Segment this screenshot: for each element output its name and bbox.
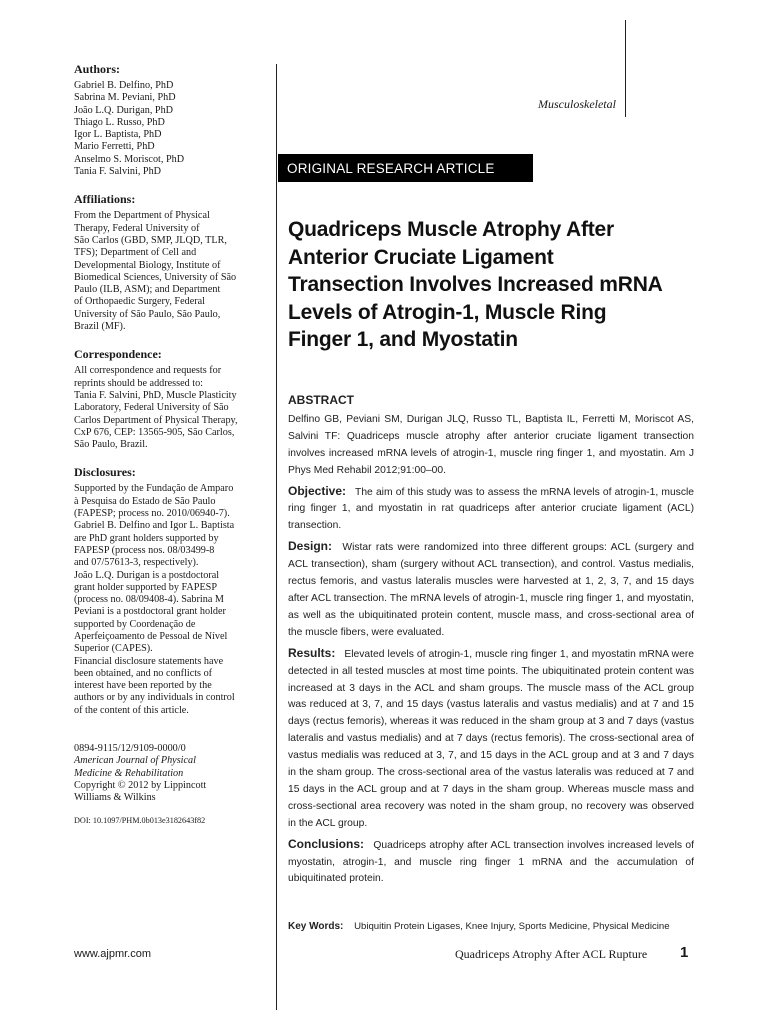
section-label: Musculoskeletal [538, 97, 616, 111]
authors-heading: Authors: [74, 62, 121, 76]
conclusions-label: Conclusions: [288, 836, 365, 851]
author-name: Sabrina M. Peviani, PhD [74, 92, 176, 104]
copyright: Williams & Wilkins [74, 792, 156, 804]
disclosures-heading: Disclosures: [74, 465, 136, 480]
correspondence-line: Tania F. Salvini, PhD, Muscle Plasticity [74, 389, 237, 401]
article-title [288, 216, 708, 354]
correspondence-line: Laboratory, Federal University of São [74, 402, 229, 414]
objective-text: The aim of this study was to assess the mRNA levels of atrogin-1, muscle ring finger 1, and myostatin in rat quadriceps after anterior cruciate ligament (ACL) transection. [288, 486, 694, 532]
abstract-objective [288, 483, 694, 536]
affiliation-line: University of São Paulo, São Paulo, [74, 308, 221, 320]
sidebar [74, 62, 258, 840]
title-line: Finger 1, and Myostatin [288, 328, 518, 352]
results-text: Elevated levels of atrogin-1, muscle ring finger 1, and myostatin mRNA were detected in all tested muscles at most time points. The ubiquitinated protein content was increased at 3 days in the ACL and sham groups. The muscle mass of the ACL group was reduced at 3, 7, and 15 days (vastus lateralis and vastus medialis) and at 7 and 15 days (rectus femoris), whereas it was reduced in the sham group at 3 and 7 days (vastus lateralis and vastus medialis) and at 7 days (rectus femoris). The cross-sectional area of vastus medialis was reduced at 3, 7, and 15 days in the ACL group and at 3 and 7 days in the sham group. The cross-sectional area of the vastus lateralis was reduced at 7 and 15 days in the ACL group and at 7 days in the sham group. Whereas muscle mass and cross-sectional area recovery was noted in the sham group, no recovery was observed in the ACL group. [288, 648, 694, 829]
affiliation-line: Therapy, Federal University of [74, 222, 200, 234]
disclosure-line: interest have been reported by the [74, 680, 212, 692]
title-line: Anterior Cruciate Ligament [288, 245, 554, 269]
disclosure-line: are PhD grant holders supported by [74, 532, 219, 544]
abstract [288, 392, 694, 891]
abstract-heading: ABSTRACT [288, 393, 354, 407]
abstract-design [288, 538, 694, 641]
author-name: Gabriel B. Delfino, PhD [74, 80, 174, 91]
correspondence-line: CxP 676, CEP: 13565-905, São Carlos, [74, 426, 235, 438]
disclosure-line: João L.Q. Durigan is a postdoctoral [74, 569, 220, 581]
disclosure-line: Financial disclosure statements have [74, 655, 224, 667]
disclosure-line: authors or by any individuals in control [74, 692, 235, 704]
page-number: 1 [680, 944, 689, 961]
copyright: Copyright © 2012 by Lippincott [74, 779, 207, 791]
disclosure-line: Aperfeiçoamento de Pessoal de Nível [74, 630, 228, 642]
disclosure-line: grant holder supported by FAPESP [74, 581, 217, 593]
abstract-results [288, 645, 694, 833]
correspondence-line: reprints should be addressed to: [74, 377, 204, 389]
conclusions-text: Quadriceps atrophy after ACL transection involves increased levels of myostatin, atrogin-1, and muscle ring finger 1 mRNA and the accumulation of ubiquitinated protein. [288, 839, 694, 885]
affiliation-line: TFS); Department of Cell and [74, 247, 197, 259]
journal-name: American Journal of Physical [74, 755, 196, 767]
author-name: Anselmo S. Moriscot, PhD [74, 153, 185, 165]
results-label: Results: [288, 645, 336, 660]
correspondence-line: São Paulo, Brazil. [74, 439, 148, 451]
disclosure-line: and 07/57613-3, respectively). [74, 557, 199, 569]
disclosure-line: been obtained, and no conflicts of [74, 667, 213, 679]
abstract-conclusions [288, 836, 694, 889]
publication-info [74, 743, 258, 825]
affiliation-line: Biomedical Sciences, University of São [74, 271, 237, 283]
column-divider-rule [276, 64, 277, 1010]
disclosure-line: of the content of this article. [74, 704, 189, 716]
correspondence-block [74, 347, 258, 451]
affiliation-line: From the Department of Physical [74, 210, 210, 222]
correspondence-heading: Correspondence: [74, 347, 162, 362]
design-text: Wistar rats were randomized into three different groups: ACL (surgery and ACL transection), sham (surgery without ACL transection), and control. Vastus medialis, rectus femoris, and vastus lateralis muscles were harvested at 1, 2, 3, 7, and 15 days after ACL transection. The mRNA levels of atrogin-1, muscle ring finger 1, and myostatin, as well as the ubiquitinated protein content, muscle mass, and cross-sectional area of the muscle fibers, were evaluated. [288, 542, 694, 638]
spacer [74, 805, 258, 815]
correspondence-line: All correspondence and requests for [74, 365, 222, 377]
doi: DOI: 10.1097/PHM.0b013e3182643f82 [74, 815, 206, 825]
affiliation-line: Paulo (ILB, ASM); and Department [74, 284, 221, 296]
running-title: Quadriceps Atrophy After ACL Rupture [455, 947, 648, 961]
journal-name: Medicine & Rehabilitation [74, 767, 184, 779]
author-name: João L.Q. Durigan, PhD [74, 104, 174, 116]
disclosure-line: à Pesquisa do Estado de São Paulo [74, 495, 216, 507]
journal-website-link[interactable]: www.ajpmr.com [74, 948, 152, 960]
disclosure-line: (FAPESP; process no. 2010/06940-7). [74, 508, 230, 520]
affiliation-line: of Orthopaedic Surgery, Federal [74, 296, 205, 308]
objective-label: Objective: [288, 483, 347, 498]
abstract-citation: Delfino GB, Peviani SM, Durigan JLQ, Russo TL, Baptista IL, Ferretti M, Moriscot AS, Salvini TF: Quadriceps muscle atrophy after anterior cruciate ligament transection involves increased mRNA levels of atrogin-1, muscle ring finger 1, and myostatin. Am J Phys Med Rehabil 2012;91:00–00. [288, 413, 694, 476]
author-name: Igor L. Baptista, PhD [74, 129, 162, 141]
disclosure-line: supported by Coordenação de [74, 618, 196, 630]
disclosure-line: Superior (CAPES). [74, 643, 153, 655]
affiliations-heading: Affiliations: [74, 192, 136, 207]
keywords-label: Key Words: [288, 921, 344, 932]
disclosure-line: FAPESP (process nos. 08/03499-8 [74, 544, 215, 556]
keywords [288, 921, 708, 932]
affiliation-line: Developmental Biology, Institute of [74, 259, 221, 271]
disclosures-block [74, 465, 258, 717]
spacer [74, 731, 258, 743]
design-label: Design: [288, 539, 333, 554]
disclosure-line: (process no. 08/09408-4). Sabrina M [74, 594, 224, 606]
keywords-text: Ubiquitin Protein Ligases, Knee Injury, Sports Medicine, Physical Medicine [354, 921, 670, 932]
correspondence-line: Carlos Department of Physical Therapy, [74, 414, 238, 426]
title-line: Quadriceps Muscle Atrophy After [288, 218, 614, 241]
authors-block [74, 62, 258, 178]
affiliation-line: Brazil (MF). [74, 321, 126, 333]
article-type-banner: ORIGINAL RESEARCH ARTICLE [278, 154, 533, 182]
author-name: Tania F. Salvini, PhD [74, 166, 162, 178]
issn: 0894-9115/12/9109-0000/0 [74, 743, 186, 755]
title-line: Levels of Atrogin-1, Muscle Ring [288, 300, 607, 324]
affiliation-line: São Carlos (GBD, SMP, JLQD, TLR, [74, 234, 227, 246]
affiliations-block [74, 192, 258, 333]
title-line: Transection Involves Increased mRNA [288, 273, 663, 297]
disclosure-line: Gabriel B. Delfino and Igor L. Baptista [74, 520, 235, 532]
disclosure-line: Supported by the Fundação de Amparo [74, 483, 234, 495]
author-name: Mario Ferretti, PhD [74, 141, 155, 153]
header-divider-rule [625, 20, 626, 117]
author-name: Thiago L. Russo, PhD [74, 116, 165, 128]
disclosure-line: Peviani is a postdoctoral grant holder [74, 606, 226, 618]
